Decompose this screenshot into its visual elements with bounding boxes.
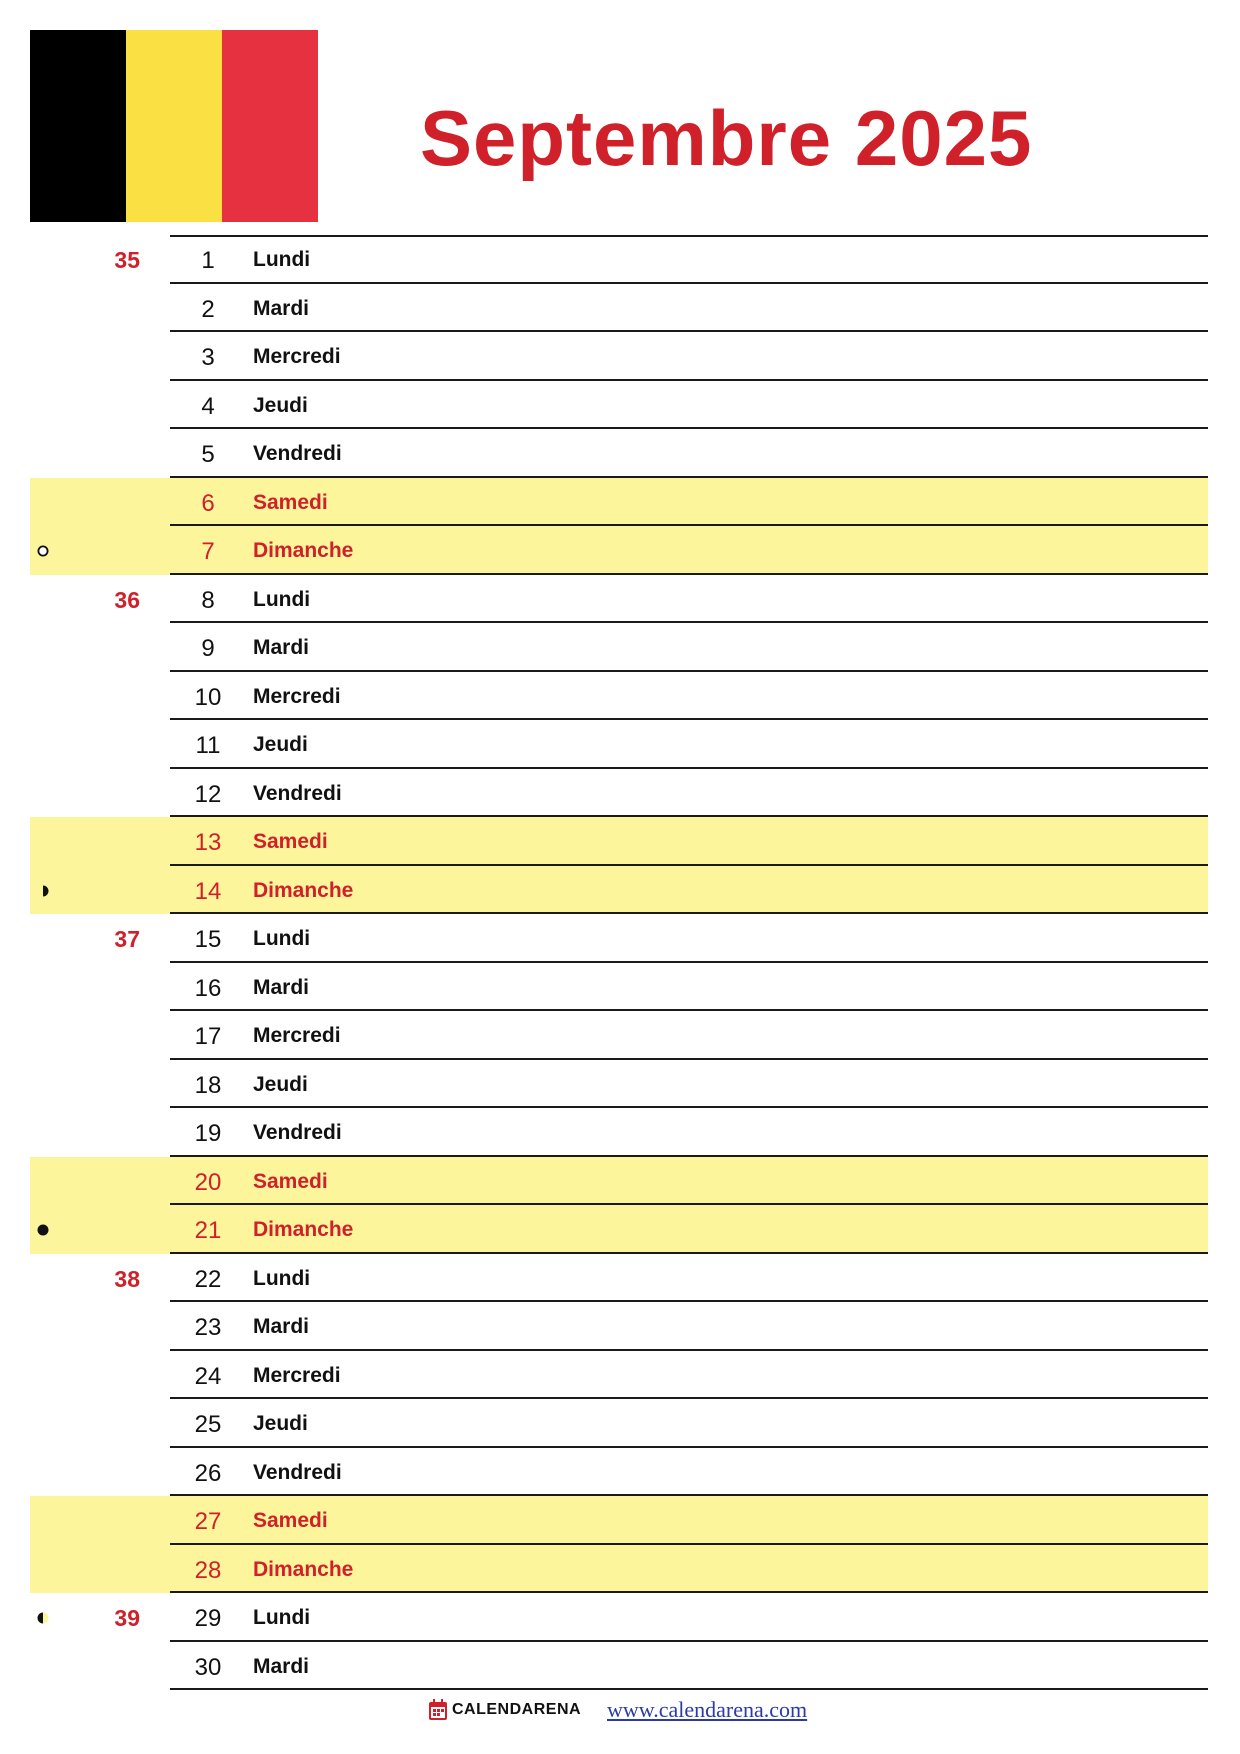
- flag-stripe-red: [222, 30, 318, 222]
- day-row: [0, 1011, 1240, 1060]
- day-number: 6: [201, 489, 215, 517]
- day-name: Dimanche: [253, 539, 354, 562]
- day-row: [0, 866, 1240, 915]
- day-row: [0, 963, 1240, 1012]
- day-row: [0, 575, 1240, 624]
- day-name: Vendredi: [253, 1121, 342, 1144]
- day-name: Jeudi: [253, 1072, 308, 1096]
- day-number: 30: [194, 1653, 222, 1681]
- day-number: 14: [194, 877, 222, 905]
- week-number: 36: [114, 586, 140, 613]
- day-name: Vendredi: [253, 442, 342, 465]
- full-moon-icon: [37, 544, 49, 556]
- day-row: [0, 1060, 1240, 1109]
- day-row: [0, 526, 1240, 575]
- week-number: [80, 1011, 140, 1059]
- day-row: [0, 478, 1240, 527]
- day-name: Samedi: [253, 1169, 328, 1193]
- row-divider: [170, 1688, 1208, 1690]
- calendar-icon: [428, 1699, 448, 1721]
- week-number: [80, 429, 140, 477]
- week-number: [80, 963, 140, 1011]
- week-number: [80, 769, 140, 817]
- day-row: [0, 429, 1240, 478]
- week-number: [80, 1399, 140, 1447]
- day-number: 20: [194, 1168, 222, 1196]
- day-row: [0, 1448, 1240, 1497]
- day-name: Mercredi: [253, 684, 341, 708]
- day-list: [0, 235, 1240, 1690]
- day-row: [0, 623, 1240, 672]
- day-name: Mercredi: [253, 1363, 341, 1387]
- week-number: [80, 1545, 140, 1593]
- day-name: Jeudi: [253, 1412, 308, 1435]
- day-name: Lundi: [253, 248, 311, 271]
- week-number: [80, 1642, 140, 1690]
- row-divider: [170, 235, 1208, 237]
- day-number: 13: [194, 829, 222, 856]
- day-name: Jeudi: [253, 733, 308, 756]
- day-number: 27: [194, 1508, 222, 1535]
- day-name: Jeudi: [253, 393, 308, 417]
- week-number: [80, 1157, 140, 1205]
- day-name: Dimanche: [253, 1218, 354, 1241]
- day-row: [0, 720, 1240, 769]
- footer: [0, 1693, 1240, 1733]
- title-month: Septembre: [420, 94, 833, 182]
- day-number: 25: [194, 1411, 222, 1438]
- day-row: [0, 381, 1240, 430]
- week-number: [80, 1448, 140, 1496]
- flag-stripe-yellow: [126, 30, 222, 222]
- day-number: 15: [194, 926, 222, 953]
- day-row: [0, 1593, 1240, 1642]
- week-number: [80, 672, 140, 720]
- day-number: 24: [194, 1362, 222, 1390]
- day-number: 21: [194, 1217, 222, 1244]
- website-link[interactable]: www.calendarena.com: [607, 1697, 808, 1722]
- day-number: 16: [194, 974, 222, 1002]
- day-number: 7: [201, 538, 215, 565]
- week-number: [80, 1205, 140, 1253]
- day-name: Lundi: [253, 1606, 311, 1629]
- day-number: 29: [194, 1605, 222, 1632]
- week-number: [80, 381, 140, 429]
- day-row: [0, 672, 1240, 721]
- day-row: [0, 1351, 1240, 1400]
- day-row: [0, 1496, 1240, 1545]
- day-name: Dimanche: [253, 1557, 354, 1581]
- day-number: 23: [194, 1314, 222, 1341]
- day-row: [0, 1205, 1240, 1254]
- brand-name: CALENDARENA: [452, 1701, 582, 1718]
- day-name: Mardi: [253, 975, 310, 999]
- day-row: [0, 1108, 1240, 1157]
- day-number: 28: [194, 1556, 222, 1584]
- day-number: 18: [194, 1071, 222, 1099]
- day-name: Lundi: [253, 587, 311, 611]
- day-row: [0, 1545, 1240, 1594]
- day-name: Mercredi: [253, 345, 341, 368]
- week-number: [80, 1351, 140, 1399]
- day-row: [0, 1642, 1240, 1691]
- week-number: 35: [114, 247, 140, 273]
- day-name: Lundi: [253, 927, 311, 950]
- day-number: 11: [195, 732, 221, 759]
- last-quarter-moon-icon: [37, 884, 49, 896]
- day-number: 1: [201, 247, 215, 274]
- day-name: Mercredi: [253, 1024, 341, 1047]
- week-number: [80, 623, 140, 671]
- title-year: 2025: [854, 94, 1033, 182]
- day-row: [0, 817, 1240, 866]
- new-moon-icon: [37, 1223, 49, 1235]
- day-name: Mardi: [253, 636, 310, 659]
- day-row: [0, 1157, 1240, 1206]
- day-row: [0, 332, 1240, 381]
- day-row: [0, 284, 1240, 333]
- day-row: [0, 769, 1240, 818]
- day-number: 9: [201, 635, 215, 662]
- first-quarter-moon-icon: [37, 1611, 49, 1623]
- day-name: Mardi: [253, 1315, 310, 1338]
- brand-logo[interactable]: [428, 1695, 581, 1725]
- day-row: [0, 914, 1240, 963]
- week-number: 38: [114, 1265, 140, 1292]
- week-number: [80, 478, 140, 526]
- day-name: Samedi: [253, 490, 328, 514]
- day-number: 5: [201, 441, 215, 468]
- week-number: [80, 817, 140, 865]
- week-number: [80, 1060, 140, 1108]
- day-row: [0, 1302, 1240, 1351]
- week-number: 37: [114, 926, 140, 952]
- day-name: Mardi: [253, 1654, 310, 1678]
- day-name: Mardi: [253, 296, 310, 320]
- belgium-flag: [30, 30, 318, 222]
- day-name: Samedi: [253, 1509, 328, 1532]
- day-number: 8: [201, 586, 215, 614]
- day-number: 19: [194, 1120, 222, 1147]
- week-number: [80, 526, 140, 574]
- day-number: 12: [194, 780, 222, 808]
- day-name: Dimanche: [253, 878, 354, 902]
- day-number: 3: [201, 344, 215, 371]
- week-number: [80, 284, 140, 332]
- day-number: 22: [194, 1265, 222, 1293]
- week-number: [80, 1108, 140, 1156]
- week-number: [80, 1496, 140, 1544]
- day-number: 2: [201, 295, 215, 323]
- day-row: [0, 1399, 1240, 1448]
- week-number: [80, 332, 140, 380]
- flag-stripe-black: [30, 30, 126, 222]
- week-number: [80, 866, 140, 914]
- day-number: 10: [194, 683, 222, 711]
- week-number: [80, 720, 140, 768]
- day-row: [0, 1254, 1240, 1303]
- day-row: [0, 235, 1240, 284]
- day-name: Vendredi: [253, 1460, 342, 1484]
- day-name: Samedi: [253, 830, 328, 853]
- day-number: 26: [194, 1459, 222, 1487]
- week-number: 39: [114, 1605, 140, 1631]
- day-number: 17: [194, 1023, 222, 1050]
- page-title: [420, 88, 1200, 188]
- day-number: 4: [201, 392, 215, 420]
- day-name: Vendredi: [253, 781, 342, 805]
- day-name: Lundi: [253, 1266, 311, 1290]
- week-number: [80, 1302, 140, 1350]
